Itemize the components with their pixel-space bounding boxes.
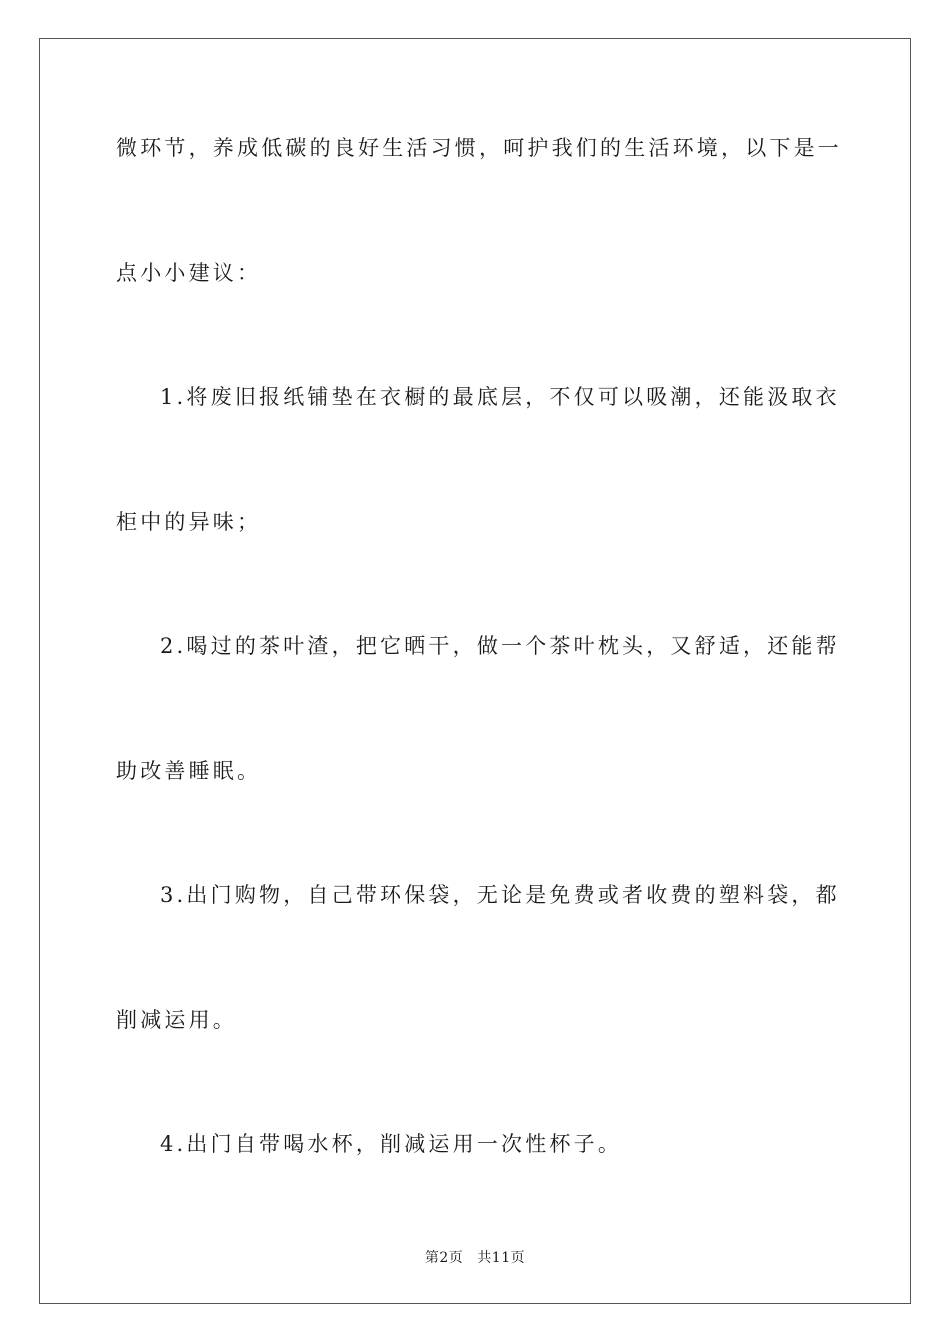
list-item-2-line-1: 2.喝过的茶叶渣，把它晒干，做一个茶叶枕头，又舒适，还能帮 [160,634,840,658]
body-text-line: 点小小建议： [116,261,262,285]
list-item-4-line-1: 4.出门自带喝水杯，削减运用一次性杯子。 [160,1132,623,1156]
list-item-3-line-2: 削减运用。 [116,1008,237,1032]
list-item-1-line-1: 1.将废旧报纸铺垫在衣橱的最底层，不仅可以吸潮，还能汲取衣 [160,385,840,409]
body-text-line: 微环节，养成低碳的良好生活习惯，呵护我们的生活环境，以下是一 [116,136,842,160]
page-number: 第2页 [424,1250,464,1266]
list-item-3-line-1: 3.出门购物，自己带环保袋，无论是免费或者收费的塑料袋，都 [160,883,840,907]
list-item-1-line-2: 柜中的异味； [116,510,262,534]
total-pages: 共11页 [477,1250,526,1266]
list-item-2-line-2: 助改善睡眠。 [116,759,262,783]
page-footer [0,1247,950,1267]
page-border [39,38,911,1304]
